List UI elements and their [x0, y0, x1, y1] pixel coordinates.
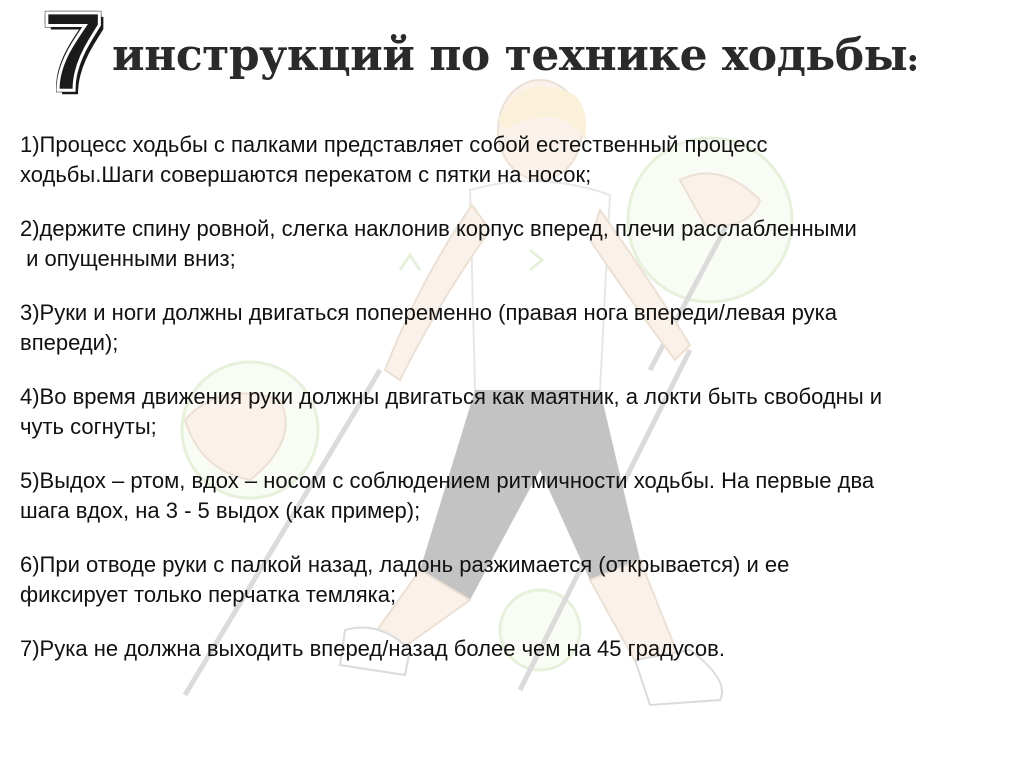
- instruction-item-3: 3)Руки и ноги должны двигаться попеременно (правая нога впереди/левая рука впереди);: [20, 300, 837, 355]
- title-number: 7: [42, 0, 105, 114]
- instruction-item-2: 2)держите спину ровной, слегка наклонив корпус вперед, плечи расслабленными и опущенными вниз;: [20, 216, 857, 271]
- instruction-item-6: 6)При отводе руки с палкой назад, ладонь разжимается (открывается) и ее фиксирует только перчатка темляка;: [20, 552, 790, 607]
- title-colon: :: [907, 43, 918, 78]
- title-text: [112, 30, 918, 87]
- instruction-item-1: 1)Процесс ходьбы с палками представляет собой естественный процесс ходьбы.Шаги совершаются перекатом с пятки на носок;: [20, 132, 768, 187]
- instruction-item-7: 7)Рука не должна выходить вперед/назад более чем на 45 градусов.: [20, 636, 725, 661]
- title-text-label: инструкций по технике ходьбы: [112, 30, 908, 81]
- instruction-list: [20, 130, 1024, 688]
- instruction-item-5: 5)Выдох – ртом, вдох – носом с соблюдением ритмичности ходьбы. На первые два шага вдох, на 3 - 5 выдох (как пример);: [20, 468, 875, 523]
- instruction-item-4: 4)Во время движения руки должны двигаться как маятник, а локти быть свободны и чуть согнуты;: [20, 384, 883, 439]
- page-title: [42, 0, 1002, 114]
